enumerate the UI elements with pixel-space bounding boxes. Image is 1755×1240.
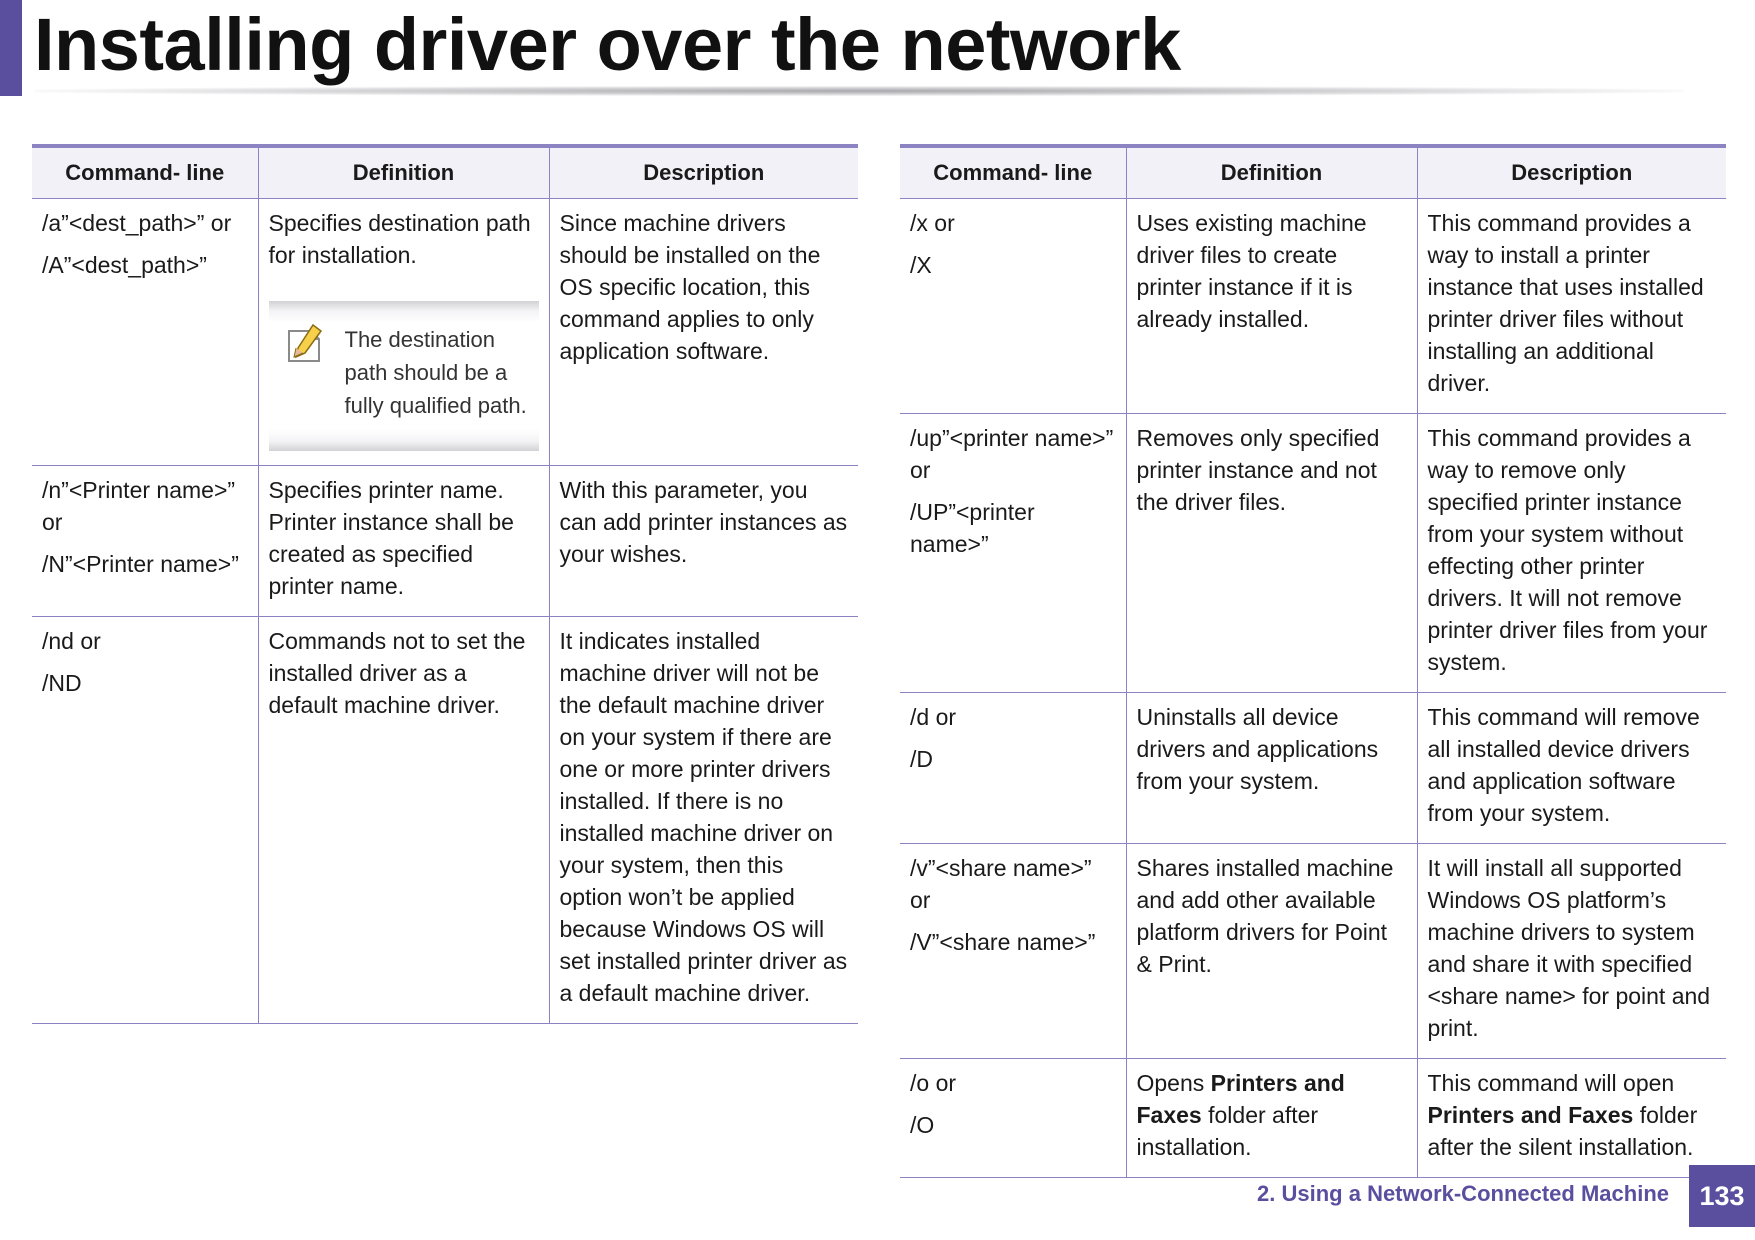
header-command-line: Command- line — [900, 146, 1126, 199]
description-cell: With this parameter, you can add printer instances as your wishes. — [549, 466, 858, 617]
description-cell — [1417, 1059, 1726, 1178]
definition-cell: Shares installed machine and add other available platform drivers for Point & Print. — [1126, 844, 1417, 1059]
header-command-line: Command- line — [32, 146, 258, 199]
table-row — [900, 1059, 1726, 1178]
command-text: /x or — [910, 210, 955, 236]
printers-and-faxes-label: Printers and Faxes — [1136, 1070, 1345, 1128]
title-divider — [34, 86, 1684, 96]
command-text: /v”<share name>” or — [910, 855, 1092, 913]
note-box — [269, 301, 539, 451]
table-row — [900, 199, 1726, 414]
table-row — [32, 199, 858, 466]
command-cell — [900, 414, 1126, 693]
definition-cell: Uninstalls all device drivers and applications from your system. — [1126, 693, 1417, 844]
printers-and-faxes-label: Printers and Faxes — [1427, 1102, 1634, 1128]
command-text: /nd or — [42, 628, 101, 654]
table-row — [32, 617, 858, 1024]
description-cell: This command provides a way to install a printer instance that uses installed printer driver files without installing an additional driver. — [1417, 199, 1726, 414]
command-text: /d or — [910, 704, 957, 730]
table-row — [900, 844, 1726, 1059]
command-cell — [900, 199, 1126, 414]
command-text: /V”<share name>” — [910, 929, 1096, 955]
command-cell — [900, 844, 1126, 1059]
table-row — [900, 414, 1726, 693]
command-text: /A”<dest_path>” — [42, 252, 207, 278]
page-title: Installing driver over the network — [34, 3, 1181, 86]
pencil-note-icon — [283, 323, 327, 367]
command-table-left — [32, 144, 858, 1024]
description-cell: It will install all supported Windows OS platform’s machine drivers to system and share it with specified <share name> for point and print. — [1417, 844, 1726, 1059]
definition-text: folder after installation. — [1136, 1102, 1319, 1160]
command-table-right — [900, 144, 1726, 1178]
title-accent-bar — [0, 0, 22, 96]
table-header-row — [32, 146, 858, 199]
table-row — [32, 466, 858, 617]
definition-text: Specifies destination path for installation. — [268, 210, 531, 268]
note-text: The destination path should be a fully qualified path. — [344, 327, 527, 418]
command-text: /a”<dest_path>” or — [42, 210, 232, 236]
description-text: This command will open — [1427, 1070, 1675, 1096]
command-text: /o or — [910, 1070, 957, 1096]
table-row — [900, 693, 1726, 844]
command-text: /N”<Printer name>” — [42, 551, 239, 577]
page-number: 133 — [1689, 1165, 1755, 1227]
definition-cell — [258, 199, 549, 466]
command-text: /ND — [42, 670, 82, 696]
footer-chapter: 2. Using a Network-Connected Machine — [1257, 1181, 1669, 1206]
command-cell — [32, 617, 258, 1024]
description-text: folder after the silent installation. — [1427, 1102, 1698, 1160]
description-cell: This command will remove all installed device drivers and application software from your system. — [1417, 693, 1726, 844]
definition-cell — [1126, 1059, 1417, 1178]
description-cell: Since machine drivers should be installed on the OS specific location, this command applies to only application software. — [549, 199, 858, 466]
command-text: /O — [910, 1112, 935, 1138]
definition-cell: Uses existing machine driver files to create printer instance if it is already installed. — [1126, 199, 1417, 414]
table-header-row — [900, 146, 1726, 199]
header-definition: Definition — [258, 146, 549, 199]
definition-cell: Removes only specified printer instance and not the driver files. — [1126, 414, 1417, 693]
command-text: /D — [910, 746, 933, 772]
definition-text: Opens — [1136, 1070, 1211, 1096]
command-cell — [900, 1059, 1126, 1178]
command-cell — [32, 199, 258, 466]
command-cell — [32, 466, 258, 617]
command-cell — [900, 693, 1126, 844]
command-text: /up”<printer name>” or — [910, 425, 1114, 483]
header-definition: Definition — [1126, 146, 1417, 199]
header-description: Description — [549, 146, 858, 199]
description-cell: This command provides a way to remove only specified printer instance from your system without effecting other printer drivers. It will not remove printer driver files from your system. — [1417, 414, 1726, 693]
command-text: /n”<Printer name>” or — [42, 477, 236, 535]
command-text: /UP”<printer name>” — [910, 499, 1035, 557]
definition-cell: Commands not to set the installed driver as a default machine driver. — [258, 617, 549, 1024]
command-text: /X — [910, 252, 932, 278]
description-cell: It indicates installed machine driver will not be the default machine driver on your system if there are one or more printer drivers installed. If there is no installed machine driver on your system, then this option won’t be applied because Windows OS will set installed printer driver as a default machine driver. — [549, 617, 858, 1024]
definition-cell: Specifies printer name. Printer instance shall be created as specified printer name. — [258, 466, 549, 617]
header-description: Description — [1417, 146, 1726, 199]
